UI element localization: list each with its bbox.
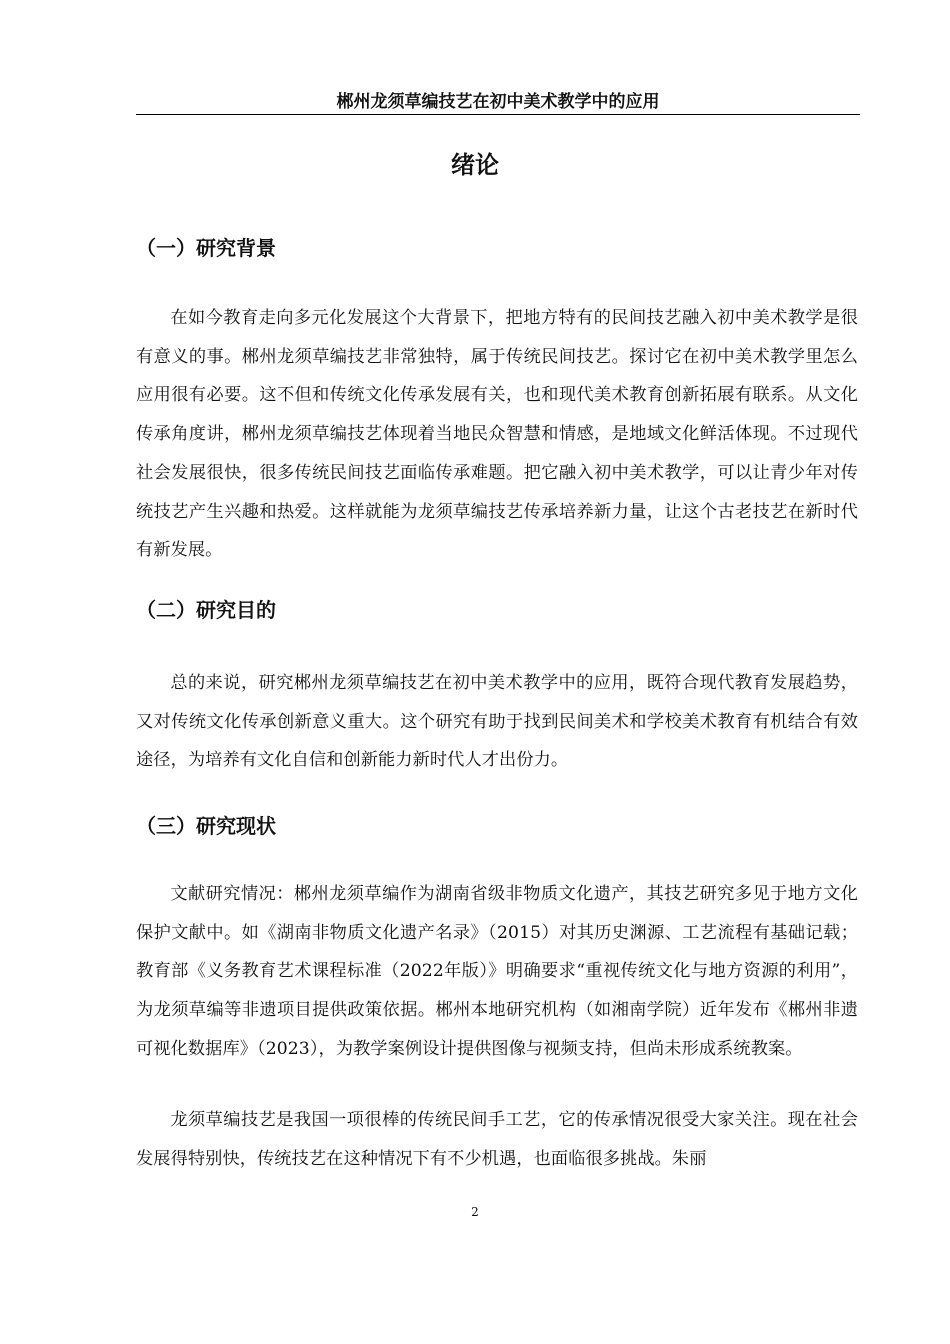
chapter-title: 绪论 [451, 151, 499, 179]
section-heading-purpose: （二）研究目的 [136, 598, 276, 622]
section-heading-background: （一）研究背景 [136, 236, 276, 260]
paragraph-background: 在如今教育走向多元化发展这个大背景下，把地方特有的民间技艺融入初中美术教学是很有意义的事。郴州龙须草编技艺非常独特，属于传统民间技艺。探讨它在初中美术教学里怎么应用很有必要。这不但和传统文化传承发展有关，也和现代美术教育创新拓展有联系。从文化传承角度讲，郴州龙须草编技艺体现着当地民众智慧和情感，是地域文化鲜活体现。不过现代社会发展很快，很多传统民间技艺面临传承难题。把它融入初中美术教学，可以让青少年对传统技艺产生兴趣和热爱。这样就能为龙须草编技艺传承培养新力量，让这个古老技艺在新时代有新发展。 [136, 308, 858, 561]
paragraph-purpose: 总的来说，研究郴州龙须草编技艺在初中美术教学中的应用，既符合现代教育发展趋势，又对传统文化传承创新意义重大。这个研究有助于找到民间美术和学校美术教育有机结合有效途径，为培养有文化自信和创新能力新时代人才出份力。 [136, 673, 858, 771]
running-header: 郴州龙须草编技艺在初中美术教学中的应用 [336, 92, 660, 112]
paragraph-inheritance: 龙须草编技艺是我国一项很棒的传统民间手工艺，它的传承情况很受大家关注。现在社会发展得特别快，传统技艺在这种情况下有不少机遇，也面临很多挑战。朱丽 [136, 1110, 858, 1169]
section-heading-status: （三）研究现状 [136, 814, 276, 838]
header-rule [136, 114, 860, 115]
page-number: 2 [471, 1205, 479, 1219]
paragraph-literature: 文献研究情况：郴州龙须草编作为湖南省级非物质文化遗产，其技艺研究多见于地方文化保护文献中。如《湖南非物质文化遗产名录》（2015）对其历史渊源、工艺流程有基础记载；教育部《义务教育艺术课程标准（2022年版）》明确要求“重视传统文化与地方资源的利用”，为龙须草编等非遗项目提供政策依据。郴州本地研究机构（如湘南学院）近年发布《郴州非遗可视化数据库》（2023），为教学案例设计提供图像与视频支持，但尚未形成系统教案。 [136, 884, 858, 1059]
